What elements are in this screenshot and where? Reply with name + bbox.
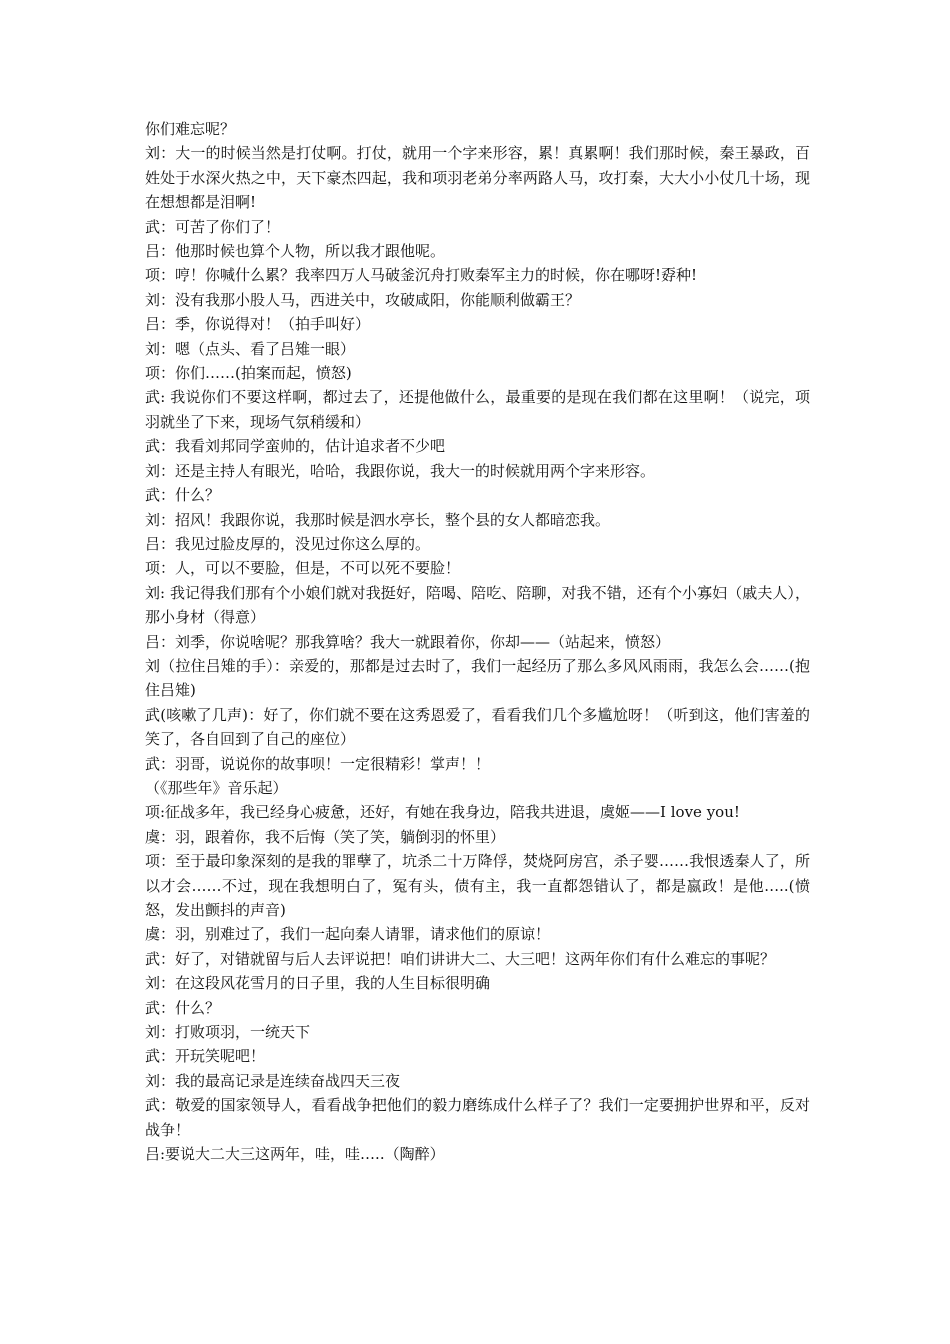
paragraph: 刘：还是主持人有眼光，哈哈，我跟你说，我大一的时候就用两个字来形容。 xyxy=(145,461,656,480)
paragraph: 武：敬爱的国家领导人，看看战争把他们的毅力磨练成什么样子了？我们一定要拥护世界和平，反对战争！ xyxy=(145,1096,810,1139)
paragraph: 武：羽哥，说说你的故事呗！一定很精彩！掌声！！ xyxy=(145,754,491,773)
paragraph: 项：你们……(拍案而起，愤怒) xyxy=(145,364,352,383)
paragraph: 吕：刘季，你说啥呢？那我算啥？我大一就跟着你，你却——（站起来，愤怒） xyxy=(145,632,671,651)
paragraph: 项：至于最印象深刻的是我的罪孽了，坑杀二十万降俘，焚烧阿房宫，杀子婴……我恨透秦人了，所以才会……不过，现在我想明白了，冤有头，债有主，我一直都怨错认了，都是嬴政！是他…..(愤怒，发出颤抖的声音) xyxy=(145,852,810,919)
paragraph: 武(咳嗽了几声)：好了，你们就不要在这秀恩爱了，看看我们几个多尴尬呀！（听到这，他们害羞的笑了，各自回到了自己的座位） xyxy=(145,705,810,749)
paragraph: 项:征战多年，我已经身心疲惫，还好，有她在我身边，陪我共进退，虞姬——I love you! xyxy=(145,803,740,822)
paragraph: 武：什么？ xyxy=(145,998,221,1017)
paragraph: 武: 我说你们不要这样啊，都过去了，还提他做什么，最重要的是现在我们都在这里啊！（说完，项羽就坐了下来，现场气氛稍缓和） xyxy=(145,388,810,431)
paragraph: 武：可苦了你们了！ xyxy=(145,217,281,236)
paragraph: 吕：我见过脸皮厚的，没见过你这么厚的。 xyxy=(145,534,431,553)
paragraph: 刘: 我记得我们那有个小娘们就对我挺好，陪喝、陪吃、陪聊，对我不错，还有个小寡妇（戚夫人），那小身材（得意） xyxy=(145,583,810,627)
paragraph: 刘：没有我那小股人马，西进关中，攻破咸阳，你能顺利做霸王？ xyxy=(145,290,581,309)
paragraph: 你们难忘呢？ xyxy=(145,120,236,138)
paragraph: 武：开玩笑呢吧！ xyxy=(145,1047,266,1066)
paragraph: 刘：打败项羽，一统天下 xyxy=(145,1023,311,1042)
paragraph: 项：人，可以不要脸，但是，不可以死不要脸！ xyxy=(145,559,461,578)
paragraph: 刘：大一的时候当然是打仗啊。打仗，就用一个字来形容，累！真累啊！我们那时候，秦王暴政，百姓处于水深火热之中，天下豪杰四起，我和项羽老弟分率两路人马，攻打秦，大大小小仗几十场，现在想想都是泪啊! xyxy=(145,144,810,212)
paragraph: 刘：我的最高记录是连续奋战四天三夜 xyxy=(145,1071,401,1090)
paragraph: 武：好了，对错就留与后人去评说把！咱们讲讲大二、大三吧！这两年你们有什么难忘的事呢？ xyxy=(145,949,776,968)
paragraph: 虞：羽，跟着你，我不后悔（笑了笑，躺倒羽的怀里） xyxy=(145,827,506,846)
paragraph: 刘：在这段风花雪月的日子里，我的人生目标很明确 xyxy=(145,974,491,993)
paragraph: 虞：羽，别难过了，我们一起向秦人请罪，请求他们的原谅！ xyxy=(145,925,551,944)
paragraph: 吕：季，你说得对！（拍手叫好） xyxy=(145,315,371,334)
document-body xyxy=(145,117,810,1166)
paragraph: 吕:要说大二大三这两年，哇，哇…..（陶醉） xyxy=(145,1145,445,1164)
paragraph: 吕：他那时候也算个人物，所以我才跟他呢。 xyxy=(145,242,446,261)
paragraph: （《那些年》音乐起） xyxy=(145,778,288,797)
paragraph: 刘：招风！我跟你说，我那时候是泗水亭长，整个县的女人都暗恋我。 xyxy=(145,510,611,529)
paragraph: 武：什么？ xyxy=(145,486,221,505)
paragraph: 刘：嗯（点头、看了吕雉一眼） xyxy=(145,339,356,358)
paragraph: 项：哼！你喊什么累？我率四万人马破釜沉舟打败秦军主力的时候，你在哪呀!孬种! xyxy=(145,266,698,285)
paragraph: 武：我看刘邦同学蛮帅的，估计追求者不少吧 xyxy=(145,437,446,456)
paragraph: 刘（拉住吕雉的手）：亲爱的，那都是过去时了，我们一起经历了那么多风风雨雨，我怎么会……(抱住吕雉) xyxy=(145,656,810,700)
